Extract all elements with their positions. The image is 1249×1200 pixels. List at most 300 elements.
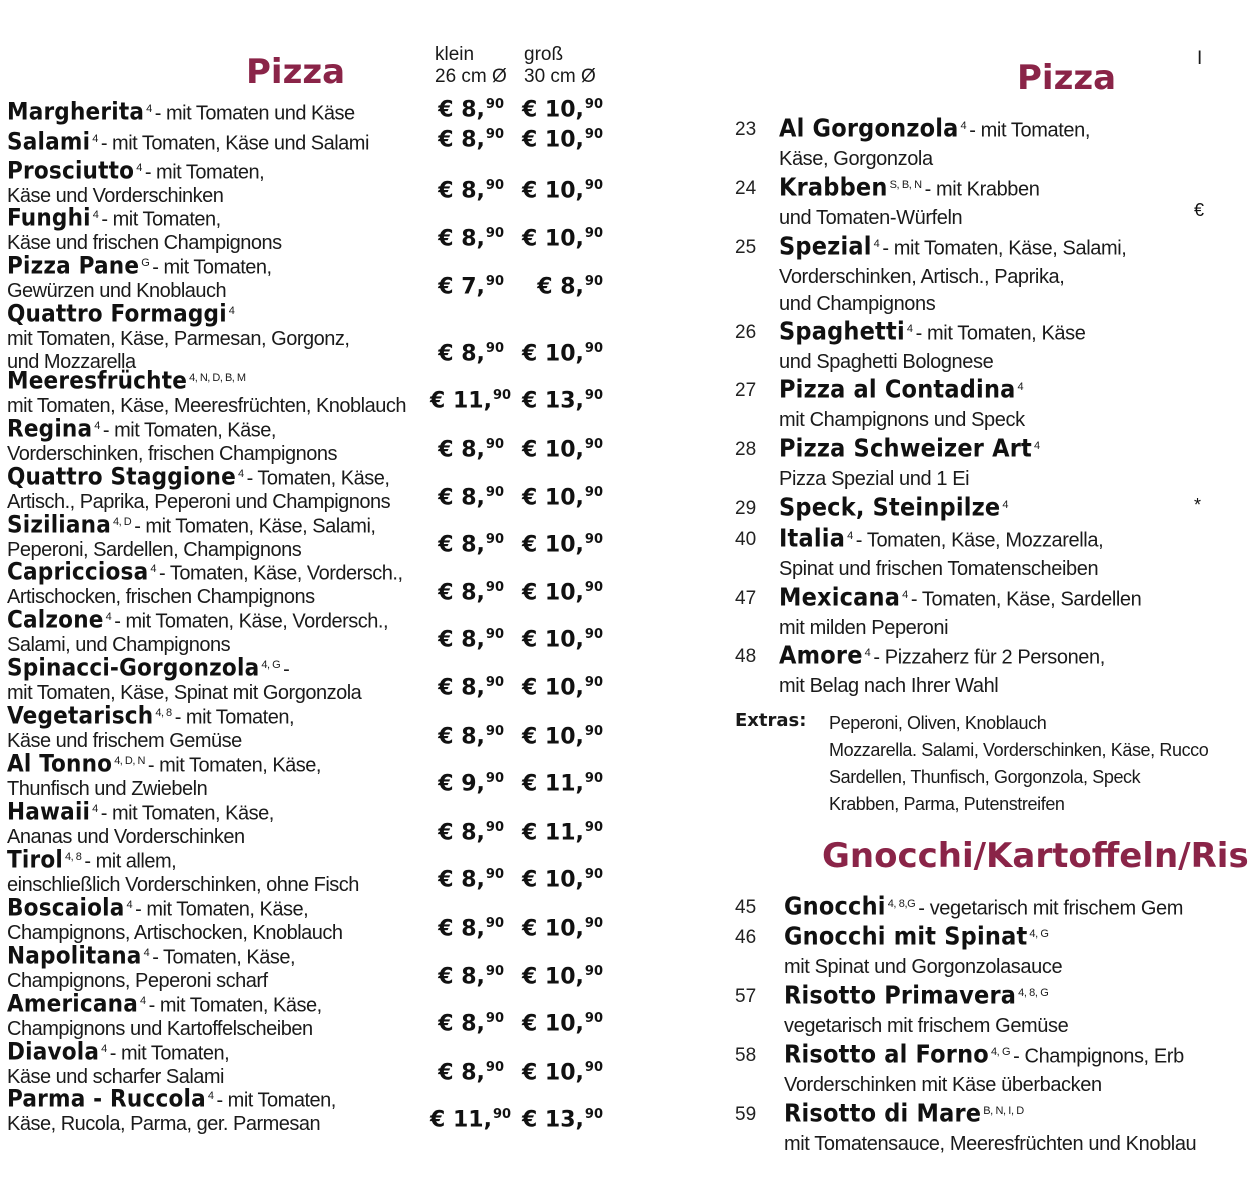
- currency-symbol: €: [438, 771, 454, 797]
- menu-item-title-line: [7, 653, 427, 682]
- menu-item-body: [779, 521, 1200, 583]
- allergen-codes: 4, 8,G: [887, 898, 916, 910]
- price-main: 8,: [461, 627, 485, 653]
- allergen-codes: 4: [150, 563, 156, 575]
- menu-item-title-line: [7, 299, 427, 328]
- menu-item-title-line: [7, 1084, 427, 1113]
- menu-item-name: Spezial: [779, 231, 872, 261]
- currency-symbol: €: [438, 675, 454, 701]
- price-gross: [515, 485, 603, 510]
- price-gross: [515, 274, 603, 299]
- price-main: 13,: [544, 1107, 584, 1133]
- currency-symbol: €: [521, 341, 538, 367]
- menu-item-description-line: Gewürzen und Knoblauch: [7, 279, 227, 302]
- price-cents: 90: [584, 226, 603, 241]
- menu-item-body: [779, 372, 1200, 434]
- currency-symbol: €: [438, 820, 454, 846]
- menu-item-title-line: [7, 156, 427, 185]
- currency-symbol: €: [438, 867, 454, 893]
- menu-item-title-line: [779, 170, 1200, 205]
- price-klein: [430, 1060, 504, 1085]
- menu-item-body: [779, 111, 1200, 173]
- price-klein: [430, 388, 512, 414]
- menu-item-title-line: [784, 919, 1200, 954]
- price-cents: 90: [485, 226, 504, 241]
- size-header-klein: [435, 44, 507, 88]
- menu-item-name: Americana: [7, 989, 139, 1018]
- currency-symbol: €: [438, 274, 454, 300]
- price-main: 7,: [461, 274, 485, 300]
- price-main: 8,: [461, 820, 485, 846]
- price-main: 8,: [461, 580, 485, 606]
- price-gross: [515, 964, 603, 989]
- price-cents: 90: [485, 675, 504, 690]
- price-cents: 90: [492, 388, 512, 403]
- price-main: 8,: [461, 964, 485, 990]
- price-gross: [515, 341, 603, 366]
- price-cents: 90: [584, 97, 603, 112]
- currency-symbol: €: [521, 675, 538, 701]
- menu-item-name: Spinacci-Gorgonzola: [7, 653, 260, 682]
- menu-item-description: - mit Tomaten, Käse,: [100, 802, 274, 825]
- menu-item-name: Pizza Schweizer Art: [779, 433, 1032, 463]
- allergen-codes: 4, G: [990, 1046, 1011, 1058]
- menu-item-description-line: mit milden Peperoni: [779, 616, 949, 639]
- currency-symbol: €: [521, 580, 538, 606]
- menu-item-description: - mit Tomaten,: [216, 1089, 336, 1112]
- menu-item-description-line: mit Tomaten, Käse, Meeresfrüchten, Knoblauch: [7, 394, 406, 417]
- menu-item-number: 26: [735, 322, 757, 343]
- price-klein: [430, 627, 504, 652]
- currency-symbol: €: [521, 178, 538, 204]
- menu-item-name: Gnocchi: [784, 891, 886, 921]
- menu-item-description-line: mit Tomaten, Käse, Parmesan, Gorgonz,: [7, 327, 350, 350]
- currency-symbol: €: [438, 341, 454, 367]
- menu-item-body: [779, 580, 1200, 642]
- allergen-codes: 4: [847, 530, 853, 542]
- menu-item-description-line: Ananas und Vorderschinken: [7, 825, 245, 848]
- menu-item-title-line: [779, 229, 1200, 264]
- price-main: 8,: [461, 916, 485, 942]
- menu-item-title-line: [7, 893, 427, 922]
- price-main: 8,: [461, 1060, 485, 1086]
- price-main: 13,: [544, 388, 584, 414]
- price-main: 10,: [544, 580, 584, 606]
- menu-item-description-line: und Mozzarella: [7, 350, 136, 373]
- menu-item-title-line: [7, 1037, 427, 1066]
- price-cents: 90: [584, 437, 603, 452]
- menu-item-description: - mit Tomaten,: [174, 706, 295, 729]
- extras-line: Mozzarella. Salami, Vorderschinken, Käse, Rucco: [829, 740, 1209, 760]
- currency-symbol: €: [521, 820, 538, 846]
- price-cents: 90: [485, 771, 504, 786]
- allergen-codes: 4: [140, 995, 146, 1007]
- allergen-codes: G: [141, 257, 150, 269]
- price-main: 10,: [544, 97, 584, 123]
- price-cents: 90: [584, 274, 603, 289]
- price-main: 8,: [461, 675, 485, 701]
- menu-item-description: - mit Tomaten, Käse: [915, 322, 1086, 345]
- currency-symbol: €: [521, 226, 538, 252]
- allergen-codes: 4, G: [1029, 928, 1049, 940]
- price-main: 11,: [452, 1107, 492, 1133]
- price-klein: [430, 437, 504, 462]
- price-klein: [430, 341, 504, 366]
- price-klein: [430, 485, 504, 510]
- menu-item-description-line: mit Spinat und Gorgonzolasauce: [784, 955, 1063, 978]
- price-cents: 90: [584, 178, 603, 193]
- price-cents: 90: [584, 485, 603, 500]
- price-gross: [515, 724, 603, 749]
- menu-item-body: [779, 229, 1200, 318]
- price-gross: [515, 627, 603, 652]
- extras-line: Peperoni, Oliven, Knoblauch: [829, 713, 1047, 733]
- currency-symbol: €: [521, 1060, 538, 1086]
- price-klein: [430, 97, 504, 122]
- menu-item-number: 27: [735, 380, 757, 401]
- menu-item-description-line: mit Tomaten, Käse, Spinat mit Gorgonzola: [7, 681, 362, 704]
- currency-symbol: €: [521, 724, 538, 750]
- price-main: 10,: [544, 867, 584, 893]
- price-cents: 90: [584, 867, 603, 882]
- menu-item-title-line: [7, 797, 427, 826]
- menu-item-description: - mit Tomaten, Käse,: [102, 419, 276, 442]
- allergen-codes: 4, D: [113, 516, 132, 528]
- menu-item-description: - mit Tomaten und Käse: [154, 102, 355, 125]
- menu-item-name: Capricciosa: [7, 557, 149, 586]
- price-main: 10,: [544, 1060, 584, 1086]
- price-gross: [515, 226, 603, 251]
- price-main: 8,: [461, 127, 485, 153]
- price-cents: 90: [492, 1107, 512, 1122]
- price-klein: [430, 820, 504, 845]
- size-diameter-gross: 30 cm Ø: [524, 66, 596, 87]
- menu-item-body: [784, 919, 1200, 981]
- menu-item-title-line: [7, 510, 427, 539]
- menu-item-description-line: Pizza Spezial und 1 Ei: [779, 467, 970, 490]
- menu-item-title-line: [784, 978, 1200, 1013]
- price-cents: 90: [485, 127, 504, 142]
- menu-item-description: - mit Tomaten, Käse, Vordersch.,: [114, 610, 389, 633]
- price-gross: [515, 867, 603, 892]
- menu-item-name: Quattro Formaggi: [7, 299, 227, 328]
- menu-item-name: Speck, Steinpilze: [779, 492, 1001, 522]
- currency-symbol: €: [438, 226, 454, 252]
- menu-item-description-line: Champignons, Peperoni scharf: [7, 969, 268, 992]
- menu-item-description: - Tomaten, Käse,: [152, 946, 296, 969]
- menu-item-description: - mit Tomaten, Käse und Salami: [100, 132, 369, 155]
- price-main: 10,: [544, 485, 584, 511]
- menu-item-number: 46: [735, 927, 757, 948]
- price-gross: [515, 532, 603, 557]
- menu-item-number: 59: [735, 1104, 757, 1125]
- currency-symbol: €: [438, 97, 454, 123]
- allergen-codes: 4: [864, 647, 871, 659]
- price-klein: [430, 867, 504, 892]
- menu-item-name: Hawaii: [7, 797, 91, 826]
- price-main: 8,: [461, 341, 485, 367]
- price-gross: [515, 675, 603, 700]
- allergen-codes: 4, 8: [65, 851, 82, 863]
- price-klein: [430, 226, 504, 251]
- price-main: 11,: [452, 388, 492, 414]
- menu-item-number: 57: [735, 986, 757, 1007]
- price-cents: 90: [485, 485, 504, 500]
- price-main: 10,: [544, 226, 584, 252]
- menu-item-description-line: Käse und frischem Gemüse: [7, 729, 242, 752]
- menu-item-description-line: Käse und scharfer Salami: [7, 1065, 225, 1088]
- currency-symbol: €: [521, 964, 538, 990]
- menu-item-title-line: [779, 314, 1200, 349]
- menu-item-name: Margherita: [7, 97, 145, 126]
- price-gross: [515, 580, 603, 605]
- currency-symbol: €: [438, 1060, 454, 1086]
- menu-item-description-line: vegetarisch mit frischem Gemüse: [784, 1014, 1069, 1037]
- menu-item-number: 24: [735, 178, 757, 199]
- menu-item-description-line: Vorderschinken mit Käse überbacken: [784, 1073, 1102, 1096]
- menu-item-description-line: Vorderschinken, frischen Champignons: [7, 442, 337, 465]
- allergen-codes: S, B, N: [889, 179, 922, 191]
- menu-item-title-line: [784, 1096, 1200, 1131]
- menu-item-number: 40: [735, 529, 757, 550]
- currency-symbol: €: [521, 1011, 538, 1037]
- price-main: 8,: [461, 485, 485, 511]
- price-klein: [430, 1011, 504, 1036]
- price-cents: 90: [485, 867, 504, 882]
- price-cents: 90: [584, 627, 603, 642]
- price-main: 8,: [560, 274, 584, 300]
- allergen-codes: 4, N, D, B, M: [189, 372, 246, 384]
- menu-item-description-line: mit Tomatensauce, Meeresfrüchten und Knoblau: [784, 1132, 1197, 1155]
- menu-item-description-line: Käse, Gorgonzola: [779, 147, 933, 170]
- price-cents: 90: [485, 97, 504, 112]
- price-gross: [515, 1011, 603, 1036]
- price-cents: 90: [485, 580, 504, 595]
- menu-item-description: - mit Tomaten,: [144, 161, 265, 184]
- price-klein: [430, 178, 504, 203]
- price-cents: 90: [485, 1011, 504, 1026]
- price-main: 10,: [544, 627, 584, 653]
- size-diameter-klein: 26 cm Ø: [435, 66, 507, 87]
- cut-off-price-mark: €: [1194, 200, 1205, 220]
- allergen-codes: 4: [960, 120, 967, 132]
- currency-symbol: €: [438, 437, 454, 463]
- price-cents: 90: [584, 341, 603, 356]
- price-cents: 90: [485, 964, 504, 979]
- menu-item-title-line: [779, 580, 1200, 615]
- price-main: 9,: [461, 771, 485, 797]
- menu-item-description: - Pizzaherz für 2 Personen,: [873, 646, 1105, 669]
- menu-item-description: - mit Tomaten,: [969, 119, 1090, 142]
- price-main: 10,: [544, 675, 584, 701]
- menu-item-name: Calzone: [7, 605, 104, 634]
- menu-item-name: Pizza Pane: [7, 251, 140, 280]
- menu-item-description: - mit Tomaten,: [109, 1042, 230, 1065]
- menu-item-description-line: mit Champignons und Speck: [779, 408, 1025, 431]
- menu-item-description: - vegetarisch mit frischem Gem: [918, 897, 1184, 920]
- price-cents: 90: [584, 964, 603, 979]
- allergen-codes: 4: [902, 589, 908, 601]
- allergen-codes: 4: [1033, 440, 1040, 452]
- menu-item-name: Al Tonno: [7, 749, 113, 778]
- price-gross: [515, 1060, 603, 1085]
- menu-item-description-line: und Champignons: [779, 292, 936, 315]
- allergen-codes: 4: [237, 468, 244, 480]
- menu-item-title-line: [7, 749, 427, 778]
- currency-symbol: €: [521, 127, 538, 153]
- extras-list: [829, 710, 1209, 818]
- menu-item-description: - mit Tomaten, Käse,: [148, 994, 322, 1017]
- menu-item-number: 48: [735, 646, 757, 667]
- menu-item-description: - Tomaten, Käse, Mozzarella,: [855, 529, 1104, 552]
- price-klein: [430, 127, 504, 152]
- menu-item-description-line: Käse, Rucola, Parma, ger. Parmesan: [7, 1112, 321, 1135]
- price-gross: [515, 388, 603, 413]
- price-main: 8,: [461, 437, 485, 463]
- price-main: 8,: [461, 178, 485, 204]
- menu-item-description: - mit Krabben: [924, 178, 1040, 201]
- price-main: 10,: [544, 724, 584, 750]
- allergen-codes: 4: [94, 420, 100, 432]
- price-gross: [515, 1107, 603, 1132]
- menu-item-name: Quattro Staggione: [7, 462, 236, 491]
- menu-item-title-line: [7, 203, 427, 232]
- currency-symbol: €: [438, 532, 454, 558]
- price-klein: [430, 1107, 512, 1133]
- allergen-codes: 4: [143, 947, 150, 959]
- price-cents: 90: [584, 127, 603, 142]
- price-main: 8,: [461, 867, 485, 893]
- cut-off-star-mark: *: [1194, 495, 1202, 515]
- menu-item-name: Mexicana: [779, 582, 901, 612]
- menu-item-name: Funghi: [7, 203, 91, 232]
- price-cents: 90: [485, 1060, 504, 1075]
- menu-item-title-line: [7, 557, 427, 586]
- price-cents: 90: [485, 724, 504, 739]
- allergen-codes: 4: [101, 1043, 107, 1055]
- menu-item-name: Risotto di Mare: [784, 1098, 982, 1128]
- menu-item-title-line: [779, 372, 1200, 407]
- currency-symbol: €: [438, 724, 454, 750]
- price-klein: [430, 675, 504, 700]
- allergen-codes: 4: [92, 209, 99, 221]
- price-main: 10,: [544, 1011, 584, 1037]
- menu-item-description: - mit Tomaten, Käse,: [135, 898, 309, 921]
- currency-symbol: €: [521, 388, 538, 414]
- price-main: 11,: [544, 820, 584, 846]
- price-main: 10,: [544, 437, 584, 463]
- menu-item-name: Vegetarisch: [7, 701, 154, 730]
- price-cents: 90: [584, 724, 603, 739]
- menu-item-number: 25: [735, 237, 757, 258]
- allergen-codes: 4: [105, 611, 112, 623]
- menu-item-name: Gnocchi mit Spinat: [784, 921, 1028, 951]
- allergen-codes: 4: [906, 323, 913, 335]
- currency-symbol: €: [438, 485, 454, 511]
- price-main: 8,: [461, 724, 485, 750]
- allergen-codes: 4, G: [261, 659, 281, 671]
- price-cents: 90: [485, 532, 504, 547]
- currency-symbol: €: [521, 97, 538, 123]
- menu-item-description-line: und Tomaten-Würfeln: [779, 206, 963, 229]
- price-klein: [430, 532, 504, 557]
- menu-item-body: [779, 431, 1200, 493]
- price-gross: [515, 97, 603, 122]
- menu-item-number: 28: [735, 439, 757, 460]
- price-cents: 90: [584, 388, 603, 403]
- currency-symbol: €: [430, 388, 446, 414]
- allergen-codes: 4: [228, 305, 235, 317]
- allergen-codes: 4: [1002, 499, 1009, 511]
- menu-item-body: [779, 314, 1200, 376]
- menu-item-title-line: [7, 97, 427, 126]
- currency-symbol: €: [438, 580, 454, 606]
- price-main: 8,: [461, 532, 485, 558]
- currency-symbol: €: [438, 627, 454, 653]
- currency-symbol: €: [430, 1107, 446, 1133]
- menu-item-title-line: [7, 605, 427, 634]
- menu-item-number: 23: [735, 119, 757, 140]
- menu-item-title-line: [779, 111, 1200, 146]
- menu-item-description: - Tomaten, Käse, Vordersch.,: [159, 562, 403, 585]
- cut-off-header: I: [1197, 48, 1203, 69]
- menu-item-title-line: [779, 521, 1200, 556]
- price-cents: 90: [584, 580, 603, 595]
- currency-symbol: €: [521, 1107, 538, 1133]
- price-main: 8,: [461, 226, 485, 252]
- price-gross: [515, 916, 603, 941]
- menu-item-description: - mit allem,: [84, 850, 177, 873]
- menu-item-name: Prosciutto: [7, 156, 135, 185]
- allergen-codes: 4: [92, 803, 98, 815]
- menu-item-body: [779, 170, 1200, 232]
- menu-item-description: - mit Tomaten,: [101, 208, 221, 231]
- size-header-gross: [524, 44, 596, 88]
- allergen-codes: 4: [92, 133, 98, 145]
- currency-symbol: €: [521, 532, 538, 558]
- menu-item-name: Al Gorgonzola: [779, 113, 959, 143]
- menu-item-body: [784, 1096, 1200, 1158]
- menu-item-description: - mit Tomaten,: [152, 256, 272, 279]
- currency-symbol: €: [438, 916, 454, 942]
- menu-item-title-line: [7, 941, 427, 970]
- menu-item-name: Napolitana: [7, 941, 142, 970]
- menu-item-name: Siziliana: [7, 510, 111, 539]
- price-main: 11,: [544, 771, 584, 797]
- menu-item-description-line: und Spaghetti Bolognese: [779, 350, 994, 373]
- currency-symbol: €: [521, 627, 538, 653]
- allergen-codes: 4: [873, 238, 880, 250]
- menu-item-number: 45: [735, 897, 757, 918]
- price-cents: 90: [584, 1011, 603, 1026]
- price-main: 10,: [544, 178, 584, 204]
- allergen-codes: 4, 8, G: [1018, 987, 1049, 999]
- menu-item-name: Diavola: [7, 1037, 100, 1066]
- menu-item-name: Regina: [7, 414, 93, 443]
- allergen-codes: B, N, I, D: [983, 1105, 1024, 1117]
- extras-line: Sardellen, Thunfisch, Gorgonzola, Speck: [829, 767, 1141, 787]
- currency-symbol: €: [521, 916, 538, 942]
- menu-item-description-line: mit Belag nach Ihrer Wahl: [779, 674, 999, 697]
- price-gross: [515, 771, 603, 796]
- menu-item-number: 58: [735, 1045, 757, 1066]
- menu-item-name: Krabben: [779, 172, 888, 202]
- menu-item-title-line: [7, 845, 427, 874]
- price-cents: 90: [584, 820, 603, 835]
- menu-item-description: - Champignons, Erb: [1013, 1045, 1184, 1068]
- menu-item-description-line: einschließlich Vorderschinken, ohne Fisch: [7, 873, 359, 896]
- menu-item-description-line: Spinat und frischen Tomatenscheiben: [779, 557, 1099, 580]
